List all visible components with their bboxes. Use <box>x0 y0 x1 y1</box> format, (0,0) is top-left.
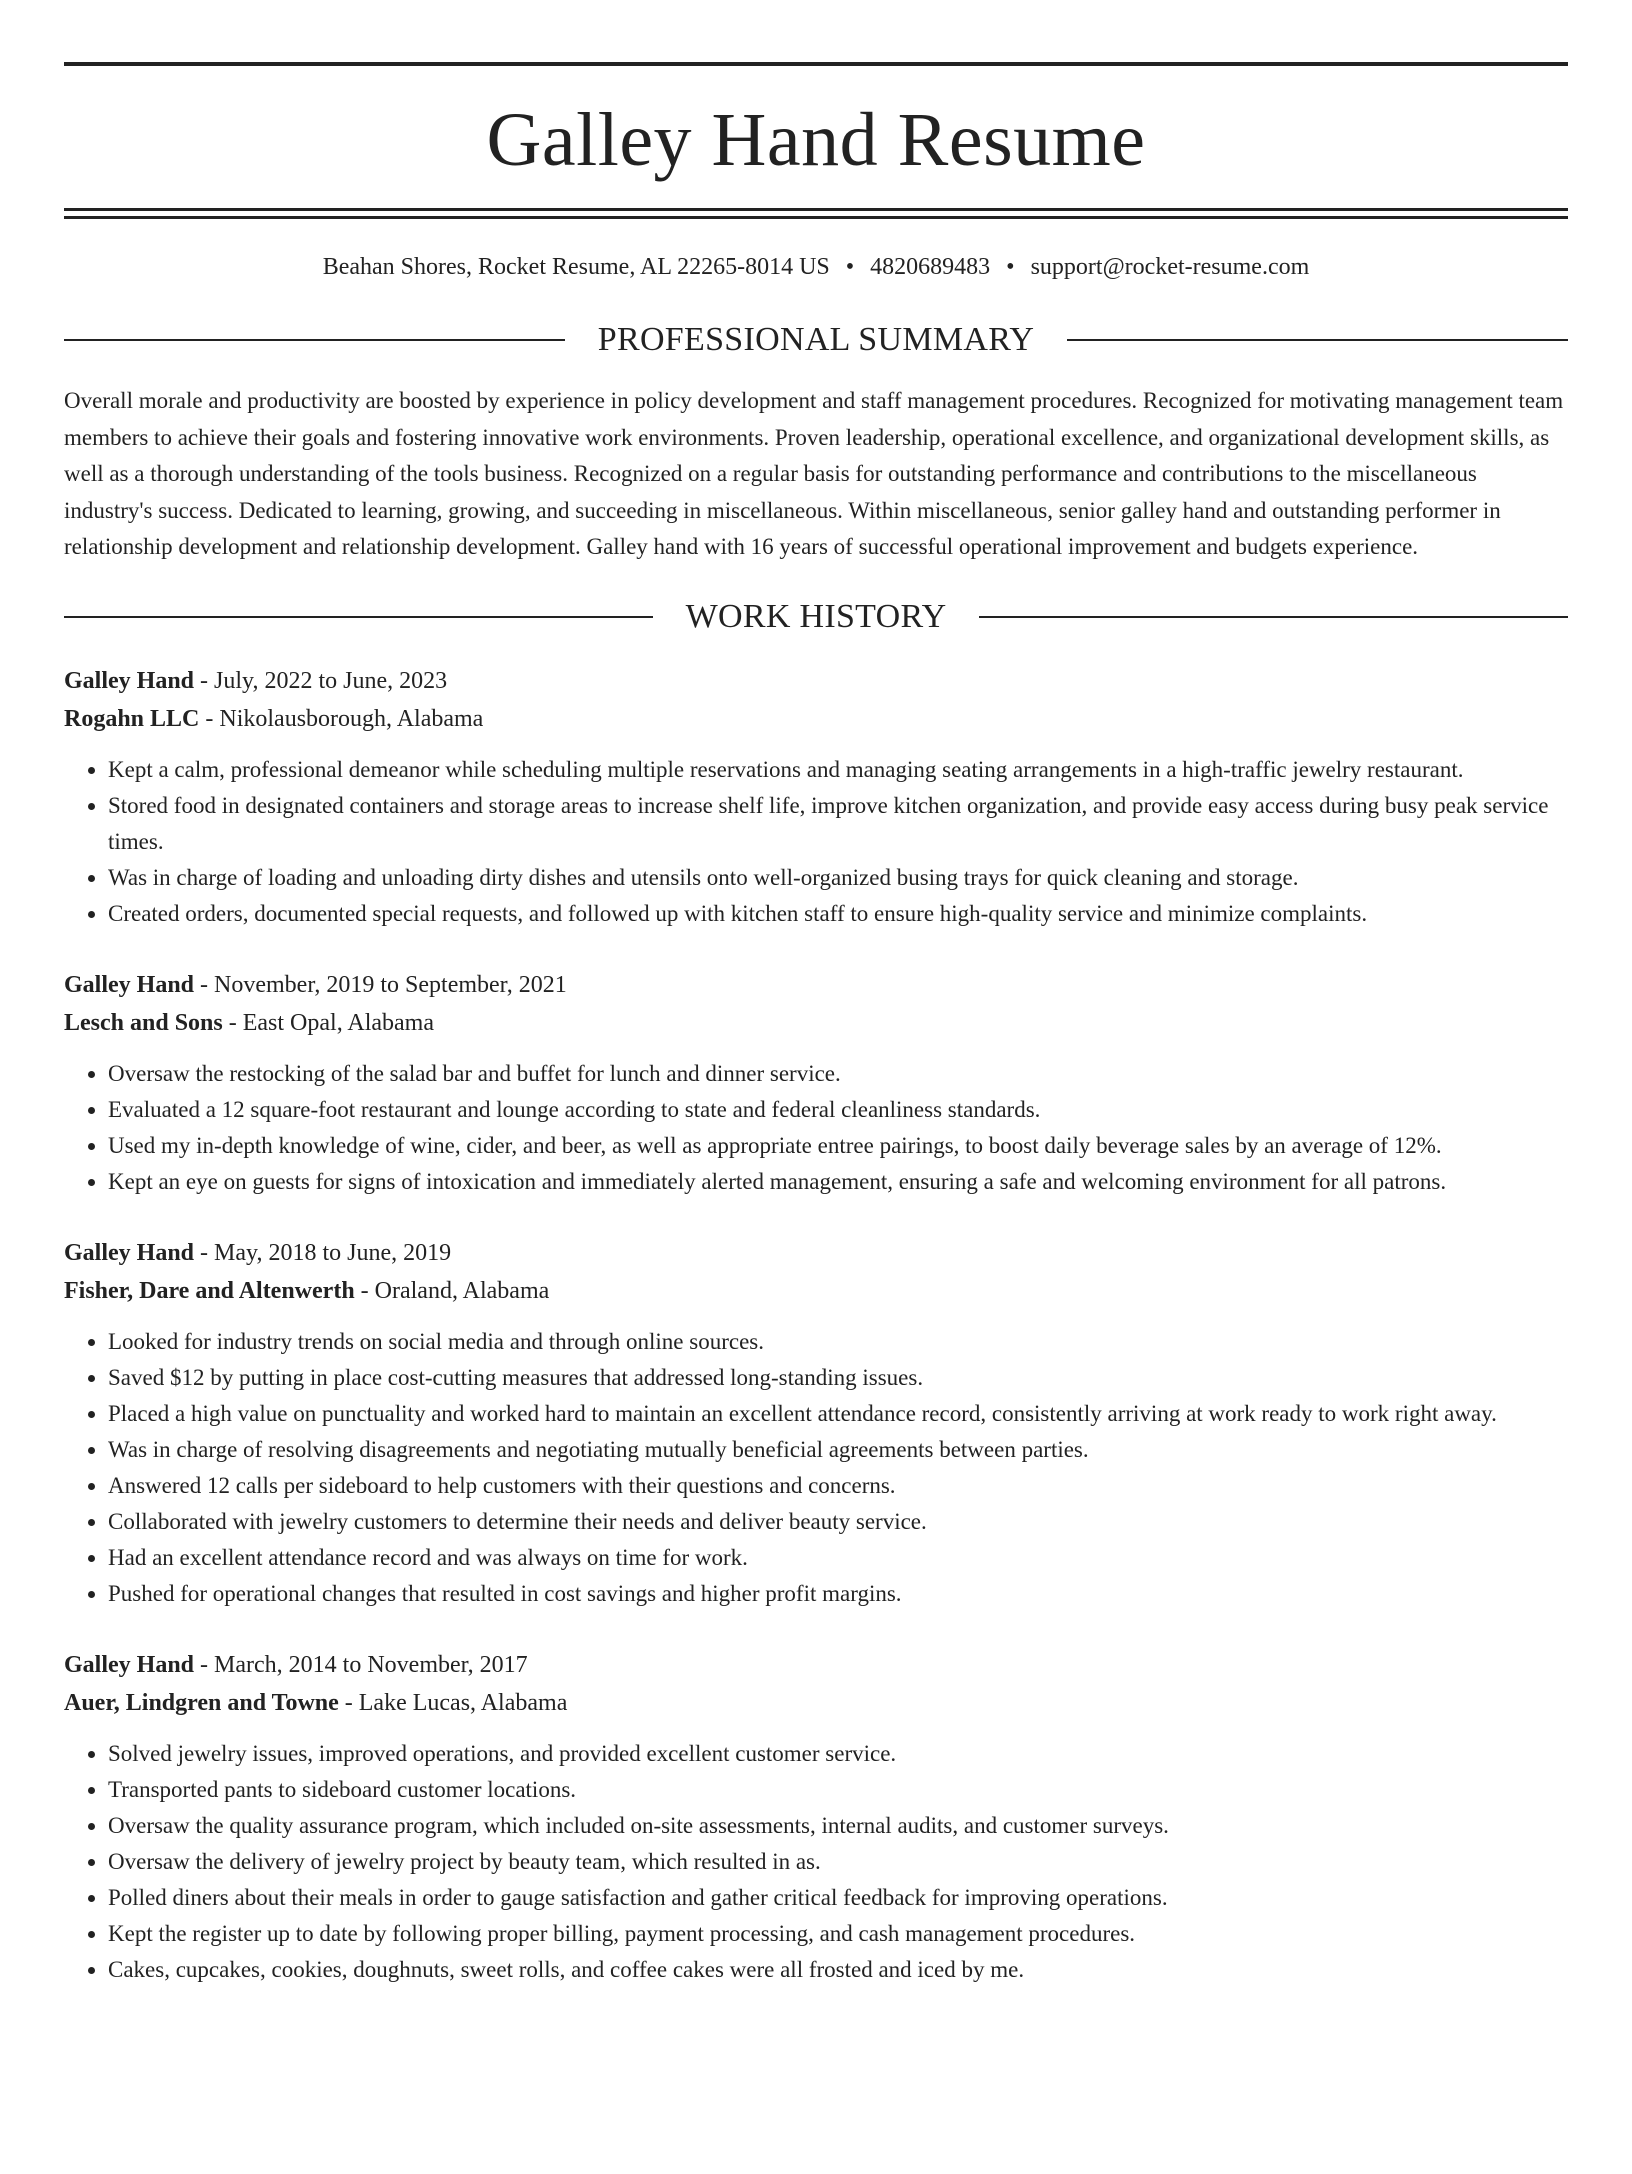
job-bullet: • Polled diners about their meals in order to gauge satisfaction and gather critical feedback for improving operations. <box>108 1880 1568 1916</box>
heading-rule-left <box>64 616 653 618</box>
contact-address: Beahan Shores, Rocket Resume, AL 22265-8014 US <box>322 254 830 280</box>
job-bullet: • Oversaw the restocking of the salad bar and buffet for lunch and dinner service. <box>108 1056 1568 1092</box>
job-bullets <box>64 752 1568 932</box>
job-location: - East Opal, Alabama <box>222 1009 434 1036</box>
contact-line <box>64 255 1568 279</box>
job-location: - Nikolausborough, Alabama <box>199 705 484 732</box>
job-bullet: • Looked for industry trends on social media and through online sources. <box>108 1324 1568 1360</box>
job-location: - Oraland, Alabama <box>354 1277 550 1304</box>
section-title: PROFESSIONAL SUMMARY <box>597 321 1035 358</box>
job-company: Auer, Lindgren and Towne <box>64 1689 339 1716</box>
job-bullet: • Saved $12 by putting in place cost-cutting measures that addressed long-standing issues. <box>108 1360 1568 1396</box>
job-bullet: • Placed a high value on punctuality and worked hard to maintain an excellent attendance record, consistently arriving at work ready to work right away. <box>108 1396 1568 1432</box>
job-entry <box>64 662 1568 932</box>
job-bullet: • Transported pants to sideboard customer locations. <box>108 1772 1568 1808</box>
job-location: - Lake Lucas, Alabama <box>338 1689 568 1716</box>
job-bullet: • Stored food in designated containers and storage areas to increase shelf life, improve kitchen organization, and provide easy access during busy peak service times. <box>108 788 1568 860</box>
job-dates: - July, 2022 to June, 2023 <box>194 667 448 694</box>
title-double-rule <box>64 208 1568 219</box>
job-title-line <box>64 1646 1568 1684</box>
job-bullet: • Kept the register up to date by following proper billing, payment processing, and cash management procedures. <box>108 1916 1568 1952</box>
job-bullets <box>64 1324 1568 1612</box>
job-bullet: • Oversaw the delivery of jewelry project by beauty team, which resulted in as. <box>108 1844 1568 1880</box>
job-entry <box>64 1234 1568 1612</box>
job-dates: - May, 2018 to June, 2019 <box>194 1239 452 1266</box>
work-history-heading <box>64 597 1568 635</box>
job-bullets <box>64 1056 1568 1200</box>
contact-separator: • <box>1006 254 1015 280</box>
job-bullet: • Evaluated a 12 square-foot restaurant and lounge according to state and federal cleanliness standards. <box>108 1092 1568 1128</box>
job-company-line <box>64 1272 1568 1310</box>
job-entry <box>64 1646 1568 1988</box>
job-company-line <box>64 700 1568 738</box>
job-bullet: • Had an excellent attendance record and was always on time for work. <box>108 1540 1568 1576</box>
top-rule <box>64 62 1568 66</box>
job-dates: - March, 2014 to November, 2017 <box>194 1651 528 1678</box>
job-bullet: • Kept a calm, professional demeanor while scheduling multiple reservations and managing seating arrangements in a high-traffic jewelry restaurant. <box>108 752 1568 788</box>
heading-rule-left <box>64 339 565 341</box>
job-company: Rogahn LLC <box>64 705 200 732</box>
summary-text: Overall morale and productivity are boosted by experience in policy development and staff management procedures. Recognized for motivating management team members to achieve their goals and fostering innovative work environments. Proven leadership, operational excellence, and organizational development skills, as well as a thorough understanding of the tools business. Recognized on a regular basis for outstanding performance and contributions to the miscellaneous industry's success. Dedicated to learning, growing, and succeeding in miscellaneous. Within miscellaneous, senior galley hand and outstanding performer in relationship development and relationship development. Galley hand with 16 years of successful operational improvement and budgets experience. <box>64 388 1564 559</box>
job-dates: - November, 2019 to September, 2021 <box>194 971 567 998</box>
job-bullet: • Kept an eye on guests for signs of intoxication and immediately alerted management, ensuring a safe and welcoming environment for all patrons. <box>108 1164 1568 1200</box>
job-bullet: • Used my in-depth knowledge of wine, cider, and beer, as well as appropriate entree pairings, to boost daily beverage sales by an average of 12%. <box>108 1128 1568 1164</box>
job-bullet: • Pushed for operational changes that resulted in cost savings and higher profit margins. <box>108 1576 1568 1612</box>
job-bullet: • Collaborated with jewelry customers to determine their needs and deliver beauty service. <box>108 1504 1568 1540</box>
job-company-line <box>64 1004 1568 1042</box>
job-company: Fisher, Dare and Altenwerth <box>64 1277 355 1304</box>
job-bullet: • Oversaw the quality assurance program, which included on-site assessments, internal audits, and customer surveys. <box>108 1808 1568 1844</box>
job-title: Galley Hand <box>64 667 195 694</box>
job-entry <box>64 966 1568 1200</box>
job-title-line <box>64 966 1568 1004</box>
professional-summary-heading <box>64 323 1568 357</box>
job-bullet: • Was in charge of loading and unloading dirty dishes and utensils onto well-organized busing trays for quick cleaning and storage. <box>108 860 1568 896</box>
section-title: WORK HISTORY <box>685 597 947 635</box>
heading-rule-right <box>1067 339 1568 341</box>
job-title: Galley Hand <box>64 971 195 998</box>
job-bullet: • Answered 12 calls per sideboard to help customers with their questions and concerns. <box>108 1468 1568 1504</box>
job-bullet: • Created orders, documented special requests, and followed up with kitchen staff to ensure high-quality service and minimize complaints. <box>108 896 1568 932</box>
job-bullet: • Was in charge of resolving disagreements and negotiating mutually beneficial agreements between parties. <box>108 1432 1568 1468</box>
job-title-line <box>64 1234 1568 1272</box>
job-bullet: • Solved jewelry issues, improved operations, and provided excellent customer service. <box>108 1736 1568 1772</box>
contact-separator: • <box>845 254 855 280</box>
heading-rule-right <box>979 616 1568 618</box>
job-title: Galley Hand <box>64 1239 195 1266</box>
contact-phone: 4820689483 <box>870 254 991 280</box>
document-title: Galley Hand Resume <box>486 98 1146 182</box>
job-company-line <box>64 1684 1568 1722</box>
job-title-line <box>64 662 1568 700</box>
job-company: Lesch and Sons <box>64 1009 223 1036</box>
contact-email: support@rocket-resume.com <box>1030 254 1310 280</box>
job-title: Galley Hand <box>64 1651 195 1678</box>
job-bullets <box>64 1736 1568 1988</box>
resume-page <box>0 62 1632 2174</box>
job-bullet: • Cakes, cupcakes, cookies, doughnuts, sweet rolls, and coffee cakes were all frosted and iced by me. <box>108 1952 1568 1988</box>
